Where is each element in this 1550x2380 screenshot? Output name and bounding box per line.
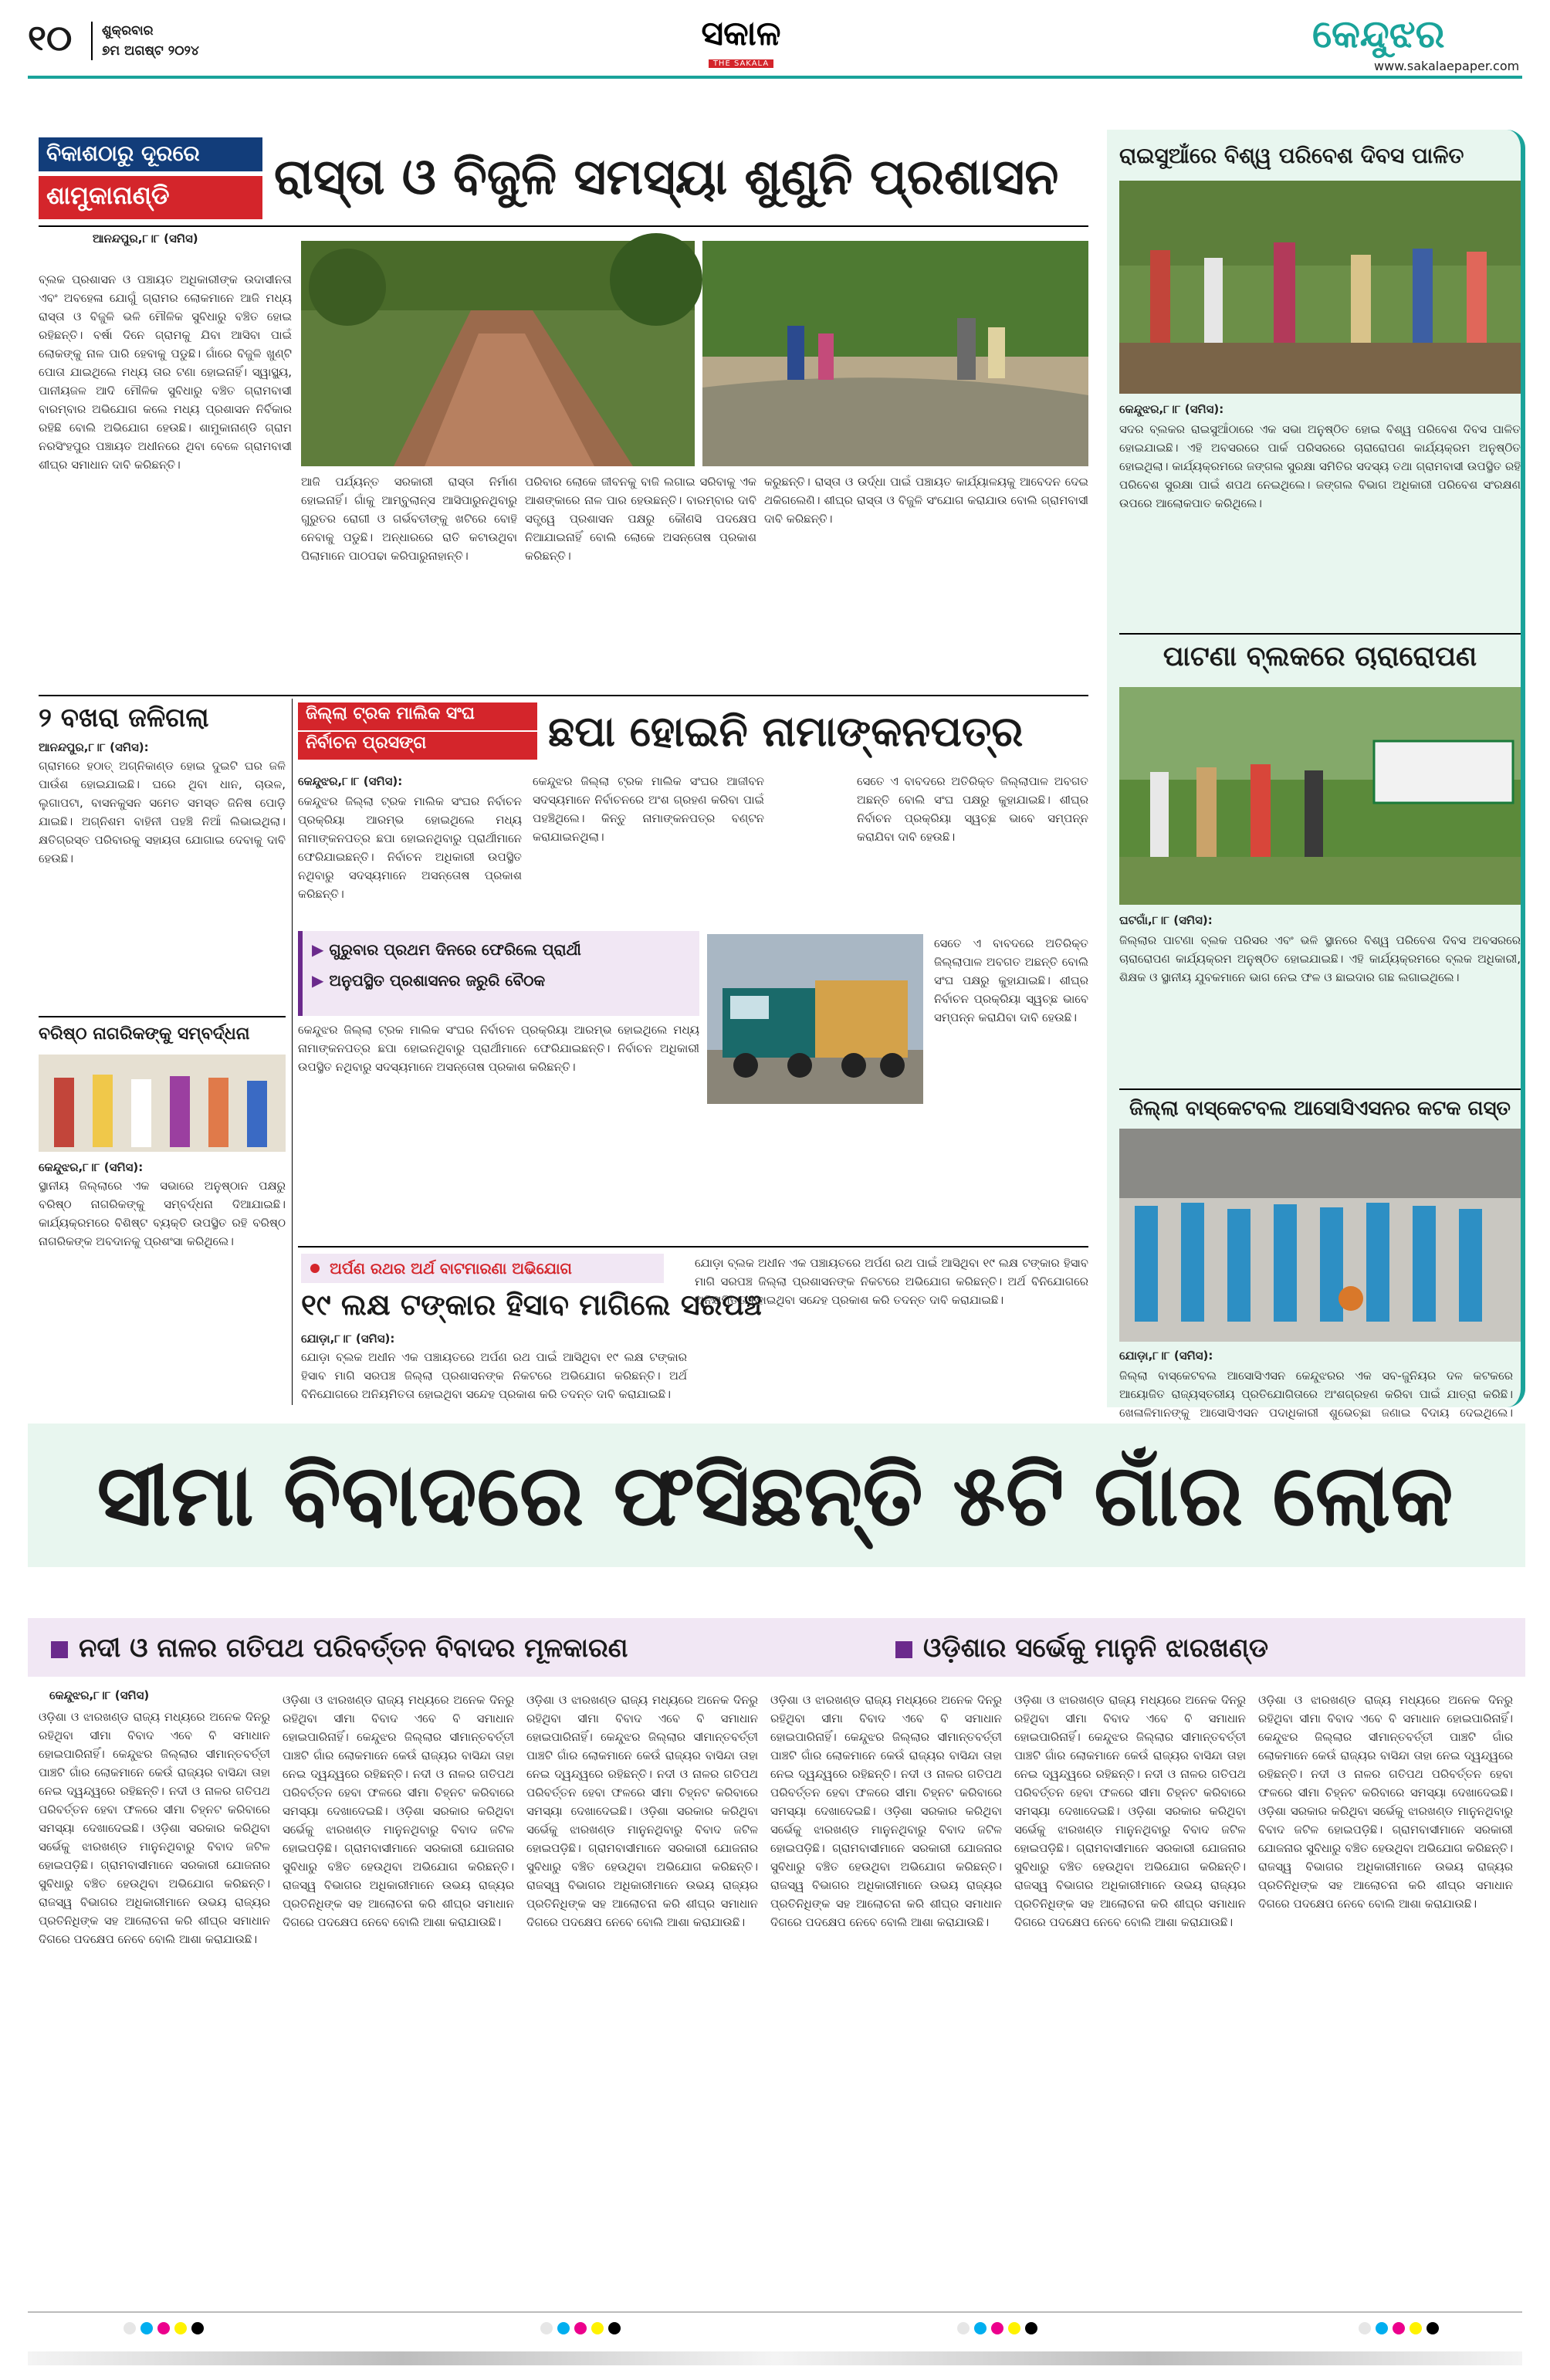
registration-marks-left — [124, 2322, 208, 2338]
lead-rule — [39, 225, 1088, 227]
right-story1-dateline: କେନ୍ଦୁଝର,୮।୮ (ସମିସ): — [1119, 402, 1224, 416]
right-story3-body: ଜିଲ୍ଲା ବାସ୍କେଟବଲ ଆସୋସିଏସନ କେନ୍ଦୁଝରର ଏକ ସବ-ଜୁନିୟର ଦଳ କଟକରେ ଆୟୋଜିତ ରାଜ୍ୟସ୍ତରୀୟ ପ୍ରତିଯୋଗିତାରେ ଅଂଶଗ୍ରହଣ କରିବା ପାଇଁ ଯାତ୍ରା କରିଛି। ଖେଳାଳିମାନଙ୍କୁ ଆସୋସିଏସନ ପଦାଧିକାରୀ ଶୁଭେଚ୍ଛା ଜଣାଇ ବିଦାୟ ଦେଇଥିଲେ। — [1119, 1369, 1513, 1420]
registration-marks-far-right — [1359, 2322, 1443, 2338]
arpan-kicker — [301, 1254, 664, 1283]
bullet-icon — [895, 1641, 912, 1658]
left-story1-headline: ୨ ବଖରା ଜଳିଗଲା — [39, 702, 209, 733]
arpan-body-col1: ଯୋଡ଼ା ବ୍ଲକ ଅଧୀନ ଏକ ପଞ୍ଚାୟତରେ ଅର୍ପଣ ରଥ ପାଇଁ ଆସିଥିବା ୧୯ ଲକ୍ଷ ଟଙ୍କାର ହିସାବ ମାଗି ସରପଞ୍ଚ ଜିଲ୍ଲା ପ୍ରଶାସନଙ୍କ ନିକଟରେ ଅଭିଯୋଗ କରିଛନ୍ତି। ଅର୍ଥ ବିନିଯୋଗରେ ଅନିୟମିତତା ହୋଇଥିବା ସନ୍ଦେହ ପ୍ରକାଶ କରି ତଦନ୍ତ ଦାବି କରାଯାଇଛି। — [301, 1350, 687, 1401]
right-story1-headline: ରାଇସୁଆଁରେ ବିଶ୍ୱ ପରିବେଶ ଦିବସ ପାଳିତ — [1119, 143, 1464, 168]
banner-body-col2: ଓଡ଼ିଶା ଓ ଝାରଖଣ୍ଡ ରାଜ୍ୟ ମଧ୍ୟରେ ଅନେକ ଦିନରୁ ରହିଥିବା ସୀମା ବିବାଦ ଏବେ ବି ସମାଧାନ ହୋଇପାରିନାହିଁ। କେନ୍ଦୁଝର ଜିଲ୍ଲାର ସୀମାନ୍ତବର୍ତ୍ତୀ ପାଞ୍ଚଟି ଗାଁର ଲୋକମାନେ କେଉଁ ରାଜ୍ୟର ବାସିନ୍ଦା ତାହା ନେଇ ଦ୍ୱନ୍ଦ୍ୱରେ ରହିଛନ୍ତି। ନଦୀ ଓ ନାଳର ଗତିପଥ ପରିବର୍ତ୍ତନ ହେବା ଫଳରେ ସୀମା ଚିହ୍ନଟ କରିବାରେ ସମସ୍ୟା ଦେଖାଦେଇଛି। ଓଡ଼ିଶା ସରକାର କରିଥିବା ସର୍ଭେକୁ ଝାରଖଣ୍ଡ ମାନୁନଥିବାରୁ ବିବାଦ ଜଟିଳ ହୋଇପଡ଼ିଛି। ଗ୍ରାମବାସୀମାନେ ସରକାରୀ ଯୋଜନାର ସୁବିଧାରୁ ବଞ୍ଚିତ ହେଉଥିବା ଅଭିଯୋଗ କରିଛନ୍ତି। ରାଜସ୍ୱ ବିଭାଗର ଅଧିକାରୀମାନେ ଉଭୟ ରାଜ୍ୟର ପ୍ରତିନିଧିଙ୍କ ସହ ଆଲୋଚନା କରି ଶୀଘ୍ର ସମାଧାନ ଦିଗରେ ପଦକ୍ଷେପ ନେବେ ବୋଲି ଆଶା କରାଯାଉଛି। — [283, 1693, 514, 1929]
edition-name: କେନ୍ଦୁଝର — [1312, 12, 1445, 56]
lead-body-col2: ଆଜି ପର୍ଯ୍ୟନ୍ତ ସରକାରୀ ରାସ୍ତା ନିର୍ମାଣ ହୋଇନାହିଁ। ଗାଁକୁ ଆମ୍ବୁଲାନ୍ସ ଆସିପାରୁନଥିବାରୁ ଗୁରୁତର ରୋଗୀ ଓ ଗର୍ଭବତୀଙ୍କୁ ଖଟିରେ ବୋହି ନେବାକୁ ପଡୁଛି। ଅନ୍ଧାରରେ ରାତି କଟାଉଥିବା ପିଲାମାନେ ପାଠପଢା କରିପାରୁନାହାନ୍ତି। — [301, 475, 517, 563]
lead-kicker-line1: ବିକାଶଠାରୁ ଦୂରରେ — [39, 137, 262, 171]
banner-body-col4: ଓଡ଼ିଶା ଓ ଝାରଖଣ୍ଡ ରାଜ୍ୟ ମଧ୍ୟରେ ଅନେକ ଦିନରୁ ରହିଥିବା ସୀମା ବିବାଦ ଏବେ ବି ସମାଧାନ ହୋଇପାରିନାହିଁ। କେନ୍ଦୁଝର ଜିଲ୍ଲାର ସୀମାନ୍ତବର୍ତ୍ତୀ ପାଞ୍ଚଟି ଗାଁର ଲୋକମାନେ କେଉଁ ରାଜ୍ୟର ବାସିନ୍ଦା ତାହା ନେଇ ଦ୍ୱନ୍ଦ୍ୱରେ ରହିଛନ୍ତି। ନଦୀ ଓ ନାଳର ଗତିପଥ ପରିବର୍ତ୍ତନ ହେବା ଫଳରେ ସୀମା ଚିହ୍ନଟ କରିବାରେ ସମସ୍ୟା ଦେଖାଦେଇଛି। ଓଡ଼ିଶା ସରକାର କରିଥିବା ସର୍ଭେକୁ ଝାରଖଣ୍ଡ ମାନୁନଥିବାରୁ ବିବାଦ ଜଟିଳ ହୋଇପଡ଼ିଛି। ଗ୍ରାମବାସୀମାନେ ସରକାରୀ ଯୋଜନାର ସୁବିଧାରୁ ବଞ୍ଚିତ ହେଉଥିବା ଅଭିଯୋଗ କରିଛନ୍ତି। ରାଜସ୍ୱ ବିଭାଗର ଅଧିକାରୀମାନେ ଉଭୟ ରାଜ୍ୟର ପ୍ରତିନିଧିଙ୍କ ସହ ଆଲୋଚନା କରି ଶୀଘ୍ର ସମାଧାନ ଦିଗରେ ପଦକ୍ଷେପ ନେବେ ବୋଲି ଆଶା କରାଯାଉଛି। — [770, 1693, 1002, 1929]
page-number: ୧୦ — [28, 17, 73, 59]
bullet-icon — [51, 1641, 68, 1658]
lead-photo-road — [301, 241, 695, 466]
bullet-icon: ▶ — [312, 940, 330, 959]
middle-kicker-line2: ନିର୍ବାଚନ ପ୍ରସଙ୍ଗ — [298, 732, 537, 760]
paper-subtitle: THE SAKALA — [709, 59, 773, 68]
middle-dateline: କେନ୍ଦୁଝର,୮।୮ (ସମିସ): — [298, 774, 403, 788]
arpan-body-col2: ଯୋଡ଼ା ବ୍ଲକ ଅଧୀନ ଏକ ପଞ୍ଚାୟତରେ ଅର୍ପଣ ରଥ ପାଇଁ ଆସିଥିବା ୧୯ ଲକ୍ଷ ଟଙ୍କାର ହିସାବ ମାଗି ସରପଞ୍ଚ ଜିଲ୍ଲା ପ୍ରଶାସନଙ୍କ ନିକଟରେ ଅଭିଯୋଗ କରିଛନ୍ତି। ଅର୍ଥ ବିନିଯୋଗରେ ଅନିୟମିତତା ହୋଇଥିବା ସନ୍ଦେହ ପ୍ରକାଶ କରି ତଦନ୍ତ ଦାବି କରାଯାଇଛି। — [695, 1256, 1088, 1307]
right-story2-photo — [1119, 687, 1521, 905]
left-story2-photo — [39, 1055, 286, 1152]
masthead-date: ୭ମ ଅଗଷ୍ଟ ୨୦୨୪ — [102, 43, 199, 59]
banner-body-col1: ଓଡ଼ିଶା ଓ ଝାରଖଣ୍ଡ ରାଜ୍ୟ ମଧ୍ୟରେ ଅନେକ ଦିନରୁ ରହିଥିବା ସୀମା ବିବାଦ ଏବେ ବି ସମାଧାନ ହୋଇପାରିନାହିଁ। କେନ୍ଦୁଝର ଜିଲ୍ଲାର ସୀମାନ୍ତବର୍ତ୍ତୀ ପାଞ୍ଚଟି ଗାଁର ଲୋକମାନେ କେଉଁ ରାଜ୍ୟର ବାସିନ୍ଦା ତାହା ନେଇ ଦ୍ୱନ୍ଦ୍ୱରେ ରହିଛନ୍ତି। ନଦୀ ଓ ନାଳର ଗତିପଥ ପରିବର୍ତ୍ତନ ହେବା ଫଳରେ ସୀମା ଚିହ୍ନଟ କରିବାରେ ସମସ୍ୟା ଦେଖାଦେଇଛି। ଓଡ଼ିଶା ସରକାର କରିଥିବା ସର୍ଭେକୁ ଝାରଖଣ୍ଡ ମାନୁନଥିବାରୁ ବିବାଦ ଜଟିଳ ହୋଇପଡ଼ିଛି। ଗ୍ରାମବାସୀମାନେ ସରକାରୀ ଯୋଜନାର ସୁବିଧାରୁ ବଞ୍ଚିତ ହେଉଥିବା ଅଭିଯୋଗ କରିଛନ୍ତି। ରାଜସ୍ୱ ବିଭାଗର ଅଧିକାରୀମାନେ ଉଭୟ ରାଜ୍ୟର ପ୍ରତିନିଧିଙ୍କ ସହ ଆଲୋଚନା କରି ଶୀଘ୍ର ସମାଧାନ ଦିଗରେ ପଦକ୍ଷେପ ନେବେ ବୋଲି ଆଶା କରାଯାଉଛି। — [39, 1710, 270, 1946]
banner-body-col5: ଓଡ଼ିଶା ଓ ଝାରଖଣ୍ଡ ରାଜ୍ୟ ମଧ୍ୟରେ ଅନେକ ଦିନରୁ ରହିଥିବା ସୀମା ବିବାଦ ଏବେ ବି ସମାଧାନ ହୋଇପାରିନାହିଁ। କେନ୍ଦୁଝର ଜିଲ୍ଲାର ସୀମାନ୍ତବର୍ତ୍ତୀ ପାଞ୍ଚଟି ଗାଁର ଲୋକମାନେ କେଉଁ ରାଜ୍ୟର ବାସିନ୍ଦା ତାହା ନେଇ ଦ୍ୱନ୍ଦ୍ୱରେ ରହିଛନ୍ତି। ନଦୀ ଓ ନାଳର ଗତିପଥ ପରିବର୍ତ୍ତନ ହେବା ଫଳରେ ସୀମା ଚିହ୍ନଟ କରିବାରେ ସମସ୍ୟା ଦେଖାଦେଇଛି। ଓଡ଼ିଶା ସରକାର କରିଥିବା ସର୍ଭେକୁ ଝାରଖଣ୍ଡ ମାନୁନଥିବାରୁ ବିବାଦ ଜଟିଳ ହୋଇପଡ଼ିଛି। ଗ୍ରାମବାସୀମାନେ ସରକାରୀ ଯୋଜନାର ସୁବିଧାରୁ ବଞ୍ଚିତ ହେଉଥିବା ଅଭିଯୋଗ କରିଛନ୍ତି। ରାଜସ୍ୱ ବିଭାଗର ଅଧିକାରୀମାନେ ଉଭୟ ରାଜ୍ୟର ପ୍ରତିନିଧିଙ୍କ ସହ ଆଲୋଚନା କରି ଶୀଘ୍ର ସମାଧାନ ଦିଗରେ ପଦକ୍ଷେପ ନେବେ ବୋଲି ଆଶା କରାଯାଉଛି। — [1014, 1693, 1246, 1929]
banner-body-col6: ଓଡ଼ିଶା ଓ ଝାରଖଣ୍ଡ ରାଜ୍ୟ ମଧ୍ୟରେ ଅନେକ ଦିନରୁ ରହିଥିବା ସୀମା ବିବାଦ ଏବେ ବି ସମାଧାନ ହୋଇପାରିନାହିଁ। କେନ୍ଦୁଝର ଜିଲ୍ଲାର ସୀମାନ୍ତବର୍ତ୍ତୀ ପାଞ୍ଚଟି ଗାଁର ଲୋକମାନେ କେଉଁ ରାଜ୍ୟର ବାସିନ୍ଦା ତାହା ନେଇ ଦ୍ୱନ୍ଦ୍ୱରେ ରହିଛନ୍ତି। ନଦୀ ଓ ନାଳର ଗତିପଥ ପରିବର୍ତ୍ତନ ହେବା ଫଳରେ ସୀମା ଚିହ୍ନଟ କରିବାରେ ସମସ୍ୟା ଦେଖାଦେଇଛି। ଓଡ଼ିଶା ସରକାର କରିଥିବା ସର୍ଭେକୁ ଝାରଖଣ୍ଡ ମାନୁନଥିବାରୁ ବିବାଦ ଜଟିଳ ହୋଇପଡ଼ିଛି। ଗ୍ରାମବାସୀମାନେ ସରକାରୀ ଯୋଜନାର ସୁବିଧାରୁ ବଞ୍ଚିତ ହେଉଥିବା ଅଭିଯୋଗ କରିଛନ୍ତି। ରାଜସ୍ୱ ବିଭାଗର ଅଧିକାରୀମାନେ ଉଭୟ ରାଜ୍ୟର ପ୍ରତିନିଧିଙ୍କ ସହ ଆଲୋଚନା କରି ଶୀଘ୍ର ସମାଧାନ ଦିଗରେ ପଦକ୍ଷେପ ନେବେ ବୋଲି ଆଶା କରାଯାଉଛି। — [1258, 1693, 1513, 1911]
middle-photo-trucks — [707, 934, 923, 1104]
banner-headline: ସୀମା ବିବାଦରେ ଫସିଛନ୍ତି ୫ଟି ଗାଁର ଲୋକ — [96, 1446, 1454, 1545]
bullet-icon — [310, 1264, 320, 1273]
middle-bottom-rule — [298, 1246, 1088, 1248]
middle-kicker-line1: ଜିଲ୍ଲା ଟ୍ରକ ମାଲିକ ସଂଘ — [298, 702, 537, 730]
lead-kicker — [39, 137, 262, 221]
middle-body-col1: କେନ୍ଦୁଝର ଜିଲ୍ଲା ଟ୍ରକ ମାଲିକ ସଂଘର ନିର୍ବାଚନ ପ୍ରକ୍ରିୟା ଆରମ୍ଭ ହୋଇଥିଲେ ମଧ୍ୟ ନାମାଙ୍କନପତ୍ର ଛପା ହୋଇନଥିବାରୁ ପ୍ରାର୍ଥୀମାନେ ଫେରିଯାଇଛନ୍ତି। ନିର୍ବାଚନ ଅଧିକାରୀ ଉପସ୍ଥିତ ନଥିବାରୁ ସଦସ୍ୟମାନେ ଅସନ୍ତୋଷ ପ୍ରକାଶ କରିଛନ୍ତି। — [298, 794, 522, 901]
arpan-dateline: ଯୋଡ଼ା,୮।୮ (ସମିସ): — [301, 1332, 395, 1346]
right-story2-body: ଜିଲ୍ଲାର ପାଟଣା ବ୍ଲକ ପରିସର ଏବଂ ଭଳି ସ୍ଥାନରେ ବିଶ୍ୱ ପରିବେଶ ଦିବସ ଅବସରରେ ଚାରାରୋପଣ କାର୍ଯ୍ୟକ୍ରମ ଅନୁଷ୍ଠିତ ହୋଇଯାଇଛି। ଏହି କାର୍ଯ୍ୟକ୍ରମରେ ବ୍ଲକ ଅଧିକାରୀ, ଶିକ୍ଷକ ଓ ସ୍ଥାନୀୟ ଯୁବକମାନେ ଭାଗ ନେଇ ଫଳ ଓ ଛାଇଦାର ଗଛ ଲଗାଇଥିଲେ। — [1119, 933, 1521, 984]
right-rule1 — [1119, 633, 1521, 635]
right-story1-photo — [1119, 181, 1521, 394]
masthead-rule — [28, 76, 1522, 79]
left-story2-body: ସ୍ଥାନୀୟ ଜିଲ୍ଲାରେ ଏକ ସଭାରେ ଅନୁଷ୍ଠାନ ପକ୍ଷରୁ ବରିଷ୍ଠ ନାଗରିକଙ୍କୁ ସମ୍ବର୍ଦ୍ଧନା ଦିଆଯାଇଛି। କାର୍ଯ୍ୟକ୍ରମରେ ବିଶିଷ୍ଟ ବ୍ୟକ୍ତି ଉପସ୍ଥିତ ରହି ବରିଷ୍ଠ ନାଗରିକଙ୍କ ଅବଦାନକୁ ପ୍ରଶଂସା କରିଥିଲେ। — [39, 1179, 286, 1248]
right-rule2 — [1119, 1088, 1521, 1090]
middle-body-col3: ସେତେ ଏ ବାବଦରେ ଅତିରିକ୍ତ ଜିଲ୍ଲାପାଳ ଅବଗତ ଅଛନ୍ତି ବୋଲି ସଂଘ ପକ୍ଷରୁ କୁହାଯାଇଛି। ଶୀଘ୍ର ନିର୍ବାଚନ ପ୍ରକ୍ରିୟା ସ୍ୱଚ୍ଛ ଭାବେ ସମ୍ପନ୍ନ କରାଯିବା ଦାବି ହେଉଛି। — [857, 774, 1088, 844]
middle-sub2: ▶ ଅନୁପସ୍ଥିତ ପ୍ରଶାସନର ଜରୁରି ବୈଠକ — [312, 971, 546, 990]
middle-body-col5: ସେତେ ଏ ବାବଦରେ ଅତିରିକ୍ତ ଜିଲ୍ଲାପାଳ ଅବଗତ ଅଛନ୍ତି ବୋଲି ସଂଘ ପକ୍ଷରୁ କୁହାଯାଇଛି। ଶୀଘ୍ର ନିର୍ବାଚନ ପ୍ରକ୍ରିୟା ସ୍ୱଚ୍ଛ ଭାବେ ସମ୍ପନ୍ନ କରାଯିବା ଦାବି ହେଉଛି। — [934, 936, 1088, 1024]
registration-marks-right — [957, 2322, 1042, 2338]
left-story2-headline: ବରିଷ୍ଠ ନାଗରିକଙ୍କୁ ସମ୍ବର୍ଦ୍ଧନା — [39, 1024, 250, 1044]
banner-body-col3: ଓଡ଼ିଶା ଓ ଝାରଖଣ୍ଡ ରାଜ୍ୟ ମଧ୍ୟରେ ଅନେକ ଦିନରୁ ରହିଥିବା ସୀମା ବିବାଦ ଏବେ ବି ସମାଧାନ ହୋଇପାରିନାହିଁ। କେନ୍ଦୁଝର ଜିଲ୍ଲାର ସୀମାନ୍ତବର୍ତ୍ତୀ ପାଞ୍ଚଟି ଗାଁର ଲୋକମାନେ କେଉଁ ରାଜ୍ୟର ବାସିନ୍ଦା ତାହା ନେଇ ଦ୍ୱନ୍ଦ୍ୱରେ ରହିଛନ୍ତି। ନଦୀ ଓ ନାଳର ଗତିପଥ ପରିବର୍ତ୍ତନ ହେବା ଫଳରେ ସୀମା ଚିହ୍ନଟ କରିବାରେ ସମସ୍ୟା ଦେଖାଦେଇଛି। ଓଡ଼ିଶା ସରକାର କରିଥିବା ସର୍ଭେକୁ ଝାରଖଣ୍ଡ ମାନୁନଥିବାରୁ ବିବାଦ ଜଟିଳ ହୋଇପଡ଼ିଛି। ଗ୍ରାମବାସୀମାନେ ସରକାରୀ ଯୋଜନାର ସୁବିଧାରୁ ବଞ୍ଚିତ ହେଉଥିବା ଅଭିଯୋଗ କରିଛନ୍ତି। ରାଜସ୍ୱ ବିଭାଗର ଅଧିକାରୀମାନେ ଉଭୟ ରାଜ୍ୟର ପ୍ରତିନିଧିଙ୍କ ସହ ଆଲୋଚନା କରି ଶୀଘ୍ର ସମାଧାନ ଦିଗରେ ପଦକ୍ଷେପ ନେବେ ବୋଲି ଆଶା କରାଯାଉଛି। — [526, 1693, 758, 1929]
masthead-divider — [91, 22, 93, 60]
lead-dateline: ଆନନ୍ଦପୁର,୮।୮ (ସମିସ) — [93, 232, 198, 245]
middle-body-col2: କେନ୍ଦୁଝର ଜିଲ୍ଲା ଟ୍ରକ ମାଲିକ ସଂଘର ଆଜୀବନ ସଦସ୍ୟମାନେ ନିର୍ବାଚନରେ ଅଂଶ ଗ୍ରହଣ କରିବା ପାଇଁ ପହଞ୍ଚିଥିଲେ। କିନ୍ତୁ ନାମାଙ୍କନପତ୍ର ବଣ୍ଟନ କରାଯାଇନଥିଲା। — [533, 774, 764, 844]
right-story2-headline: ପାଟଣା ବ୍ଲକରେ ଚାରାରୋପଣ — [1162, 641, 1477, 672]
website-url[interactable]: www.sakalaepaper.com — [1374, 59, 1520, 73]
left-story1-dateline: ଆନନ୍ଦପୁର,୮।୮ (ସମିସ): — [39, 740, 149, 754]
lead-kicker-line2: ଶାମୁକାନାଣ୍ଡି — [39, 176, 262, 219]
paper-logo — [664, 14, 818, 68]
lead-headline: ରାସ୍ତା ଓ ବିଜୁଳି ସମସ୍ୟା ଶୁଣୁନି ପ୍ରଶାସନ — [274, 149, 1059, 206]
left-col-rule — [292, 699, 293, 1405]
arpan-kicker-text: ଅର୍ପଣ ରଥର ଅର୍ଥ ବାଟମାରଣା ଅଭିଯୋଗ — [330, 1259, 572, 1278]
lead-body-col1: ବ୍ଲକ ପ୍ରଶାସନ ଓ ପଞ୍ଚାୟତ ଅଧିକାରୀଙ୍କ ଉଦାସୀନତା ଏବଂ ଅବହେଳା ଯୋଗୁଁ ଗ୍ରାମର ଲୋକମାନେ ଆଜି ମଧ୍ୟ ରାସ୍ତା ଓ ବିଜୁଳି ଭଳି ମୌଳିକ ସୁବିଧାରୁ ବଞ୍ଚିତ ହୋଇ ରହିଛନ୍ତି। ବର୍ଷା ଦିନେ ଗ୍ରାମକୁ ଯିବା ଆସିବା ପାଇଁ ଲୋକଙ୍କୁ ନାଳ ପାରି ହେବାକୁ ପଡୁଛି। ଗାଁରେ ବିଜୁଳି ଖୁଣ୍ଟି ପୋତା ଯାଇଥିଲେ ମଧ୍ୟ ତାର ଟଣା ହୋଇନାହିଁ। ସ୍ୱାସ୍ଥ୍ୟ, ପାନୀୟଜଳ ଆଦି ମୌଳିକ ସୁବିଧାରୁ ବଞ୍ଚିତ ଗ୍ରାମବାସୀ ବାରମ୍ବାର ଅଭିଯୋଗ କଲେ ମଧ୍ୟ ପ୍ରଶାସନ ନିର୍ବିକାର ରହିଛି ବୋଲି ଅଭିଯୋଗ ହେଉଛି। ଶାମୁକାନାଣ୍ଡି ଗ୍ରାମ ନରସିଂହପୁର ପଞ୍ଚାୟତ ଅଧୀନରେ ଥିବା ବେଳେ ଗ୍ରାମବାସୀ ଶୀଘ୍ର ସମାଧାନ ଦାବି କରିଛନ୍ତି। — [39, 273, 292, 472]
banner-sub2: ଓଡ଼ିଶାର ସର୍ଭେକୁ ମାନୁନି ଝାରଖଣ୍ଡ — [895, 1627, 1513, 1669]
registration-marks-mid — [540, 2322, 625, 2338]
arpan-headline: ୧୯ ଲକ୍ଷ ଟଙ୍କାର ହିସାବ ମାଗିଲେ ସରପଞ୍ଚ — [301, 1288, 762, 1322]
banner-sub1: ନଦୀ ଓ ନାଳର ଗତିପଥ ପରିବର୍ତ୍ତନ ବିବାଦର ମୂଳକାରଣ — [51, 1627, 861, 1669]
left-rule1 — [39, 1016, 286, 1017]
footer-rule — [28, 2311, 1522, 2313]
middle-headline: ଛପା ହୋଇନି ନାମାଙ୍କନପତ୍ର — [548, 707, 1024, 756]
lead-body-col4: କରୁଛନ୍ତି। ରାସ୍ତା ଓ ଉର୍ଦ୍ଧା ପାଇଁ ପଞ୍ଚାୟତ କାର୍ଯ୍ୟାଳୟକୁ ଆବେଦନ ଦେଇ ଥକିଗଲେଣି। ଶୀଘ୍ର ରାସ୍ତା ଓ ବିଜୁଳି ସଂଯୋଗ କରାଯାଉ ବୋଲି ଗ୍ରାମବାସୀ ଦାବି କରିଛନ୍ତି। — [764, 475, 1088, 526]
left-story2-dateline: କେନ୍ଦୁଝର,୮।୮ (ସମିସ): — [39, 1160, 144, 1174]
middle-kicker — [298, 702, 537, 760]
middle-sub-highlights — [298, 931, 699, 1016]
right-story1-body: ସଦର ବ୍ଲକର ରାଇସୁଆଁଠାରେ ଏକ ସଭା ଅନୁଷ୍ଠିତ ହୋଇ ବିଶ୍ୱ ପରିବେଶ ଦିବସ ପାଳିତ ହୋଇଯାଇଛି। ଏହି ଅବସରରେ ପାର୍କ ପରିସରରେ ଚାରାରୋପଣ କାର୍ଯ୍ୟକ୍ରମ ଅନୁଷ୍ଠିତ ହୋଇଥିଲା। କାର୍ଯ୍ୟକ୍ରମରେ ଜଙ୍ଗଲ ସୁରକ୍ଷା ସମିତିର ସଦସ୍ୟ ତଥା ଗ୍ରାମବାସୀ ଉପସ୍ଥିତ ରହି ପରିବେଶ ସୁରକ୍ଷା ପାଇଁ ଶପଥ ନେଇଥିଲେ। ଜଙ୍ଗଲ ବିଭାଗ ଅଧିକାରୀ ପରିବେଶ ସଂରକ୍ଷଣ ଉପରେ ଆଲୋକପାତ କରିଥିଲେ। — [1119, 422, 1521, 510]
banner-dateline: କେନ୍ଦୁଝର,୮।୮ (ସମିସ) — [49, 1688, 150, 1702]
middle-sub1: ▶ ଗୁରୁବାର ପ୍ରଥମ ଦିନରେ ଫେରିଲେ ପ୍ରାର୍ଥୀ — [312, 940, 581, 959]
masthead-day: ଶୁକ୍ରବାର — [102, 23, 154, 39]
right-story3-headline: ଜିଲ୍ଲା ବାସ୍କେଟବଲ ଆସୋସିଏସନର କଟକ ଗସ୍ତ — [1129, 1097, 1511, 1120]
right-story2-dateline: ଘଟଗାଁ,୮।୮ (ସମିସ): — [1119, 913, 1213, 927]
gray-gradient-strip — [28, 2351, 1522, 2365]
right-story3-photo — [1119, 1129, 1521, 1342]
lead-bottom-rule — [39, 695, 1088, 696]
middle-body-col4: କେନ୍ଦୁଝର ଜିଲ୍ଲା ଟ୍ରକ ମାଲିକ ସଂଘର ନିର୍ବାଚନ ପ୍ରକ୍ରିୟା ଆରମ୍ଭ ହୋଇଥିଲେ ମଧ୍ୟ ନାମାଙ୍କନପତ୍ର ଛପା ହୋଇନଥିବାରୁ ପ୍ରାର୍ଥୀମାନେ ଫେରିଯାଇଛନ୍ତି। ନିର୍ବାଚନ ଅଧିକାରୀ ଉପସ୍ଥିତ ନଥିବାରୁ ସଦସ୍ୟମାନେ ଅସନ୍ତୋଷ ପ୍ରକାଶ କରିଛନ୍ତି। — [298, 1023, 699, 1074]
right-story3-dateline: ଯୋଡ଼ା,୮।୮ (ସମିସ): — [1119, 1349, 1213, 1363]
left-story1-body: ଗ୍ରାମରେ ହଠାତ୍ ଅଗ୍ନିକାଣ୍ଡ ହୋଇ ଦୁଇଟି ଘର ଜଳି ପାଉଁଶ ହୋଇଯାଇଛି। ଘରେ ଥିବା ଧାନ, ଚାଉଳ, ଲୁଗାପଟା, ବାସନକୁସନ ସମେତ ସମସ୍ତ ଜିନିଷ ପୋଡ଼ି ଯାଇଛି। ଅଗ୍ନିଶମ ବାହିନୀ ପହଞ୍ଚି ନିଆଁ ଲିଭାଇଥିଲା। କ୍ଷତିଗ୍ରସ୍ତ ପରିବାରକୁ ସହାୟତା ଯୋଗାଇ ଦେବାକୁ ଦାବି ହେଉଛି। — [39, 759, 286, 865]
bullet-icon: ▶ — [312, 971, 330, 990]
paper-name: ସକାଳ — [701, 14, 781, 53]
lead-photo-stream — [702, 241, 1088, 466]
lead-body-col3: ପରିବାର ଲୋକେ ଜୀବନକୁ ବାଜି ଲଗାଇ ସରିବାକୁ ଏକ ଆଶଙ୍କାରେ ନାଳ ପାର ହେଉଛନ୍ତି। ବାରମ୍ବାର ଦାବି ସତ୍ତ୍ୱେ ପ୍ରଶାସନ ପକ୍ଷରୁ କୌଣସି ପଦକ୍ଷେପ ନିଆଯାଇନାହିଁ ବୋଲି ଲୋକେ ଅସନ୍ତୋଷ ପ୍ରକାଶ କରିଛନ୍ତି। — [525, 475, 756, 563]
